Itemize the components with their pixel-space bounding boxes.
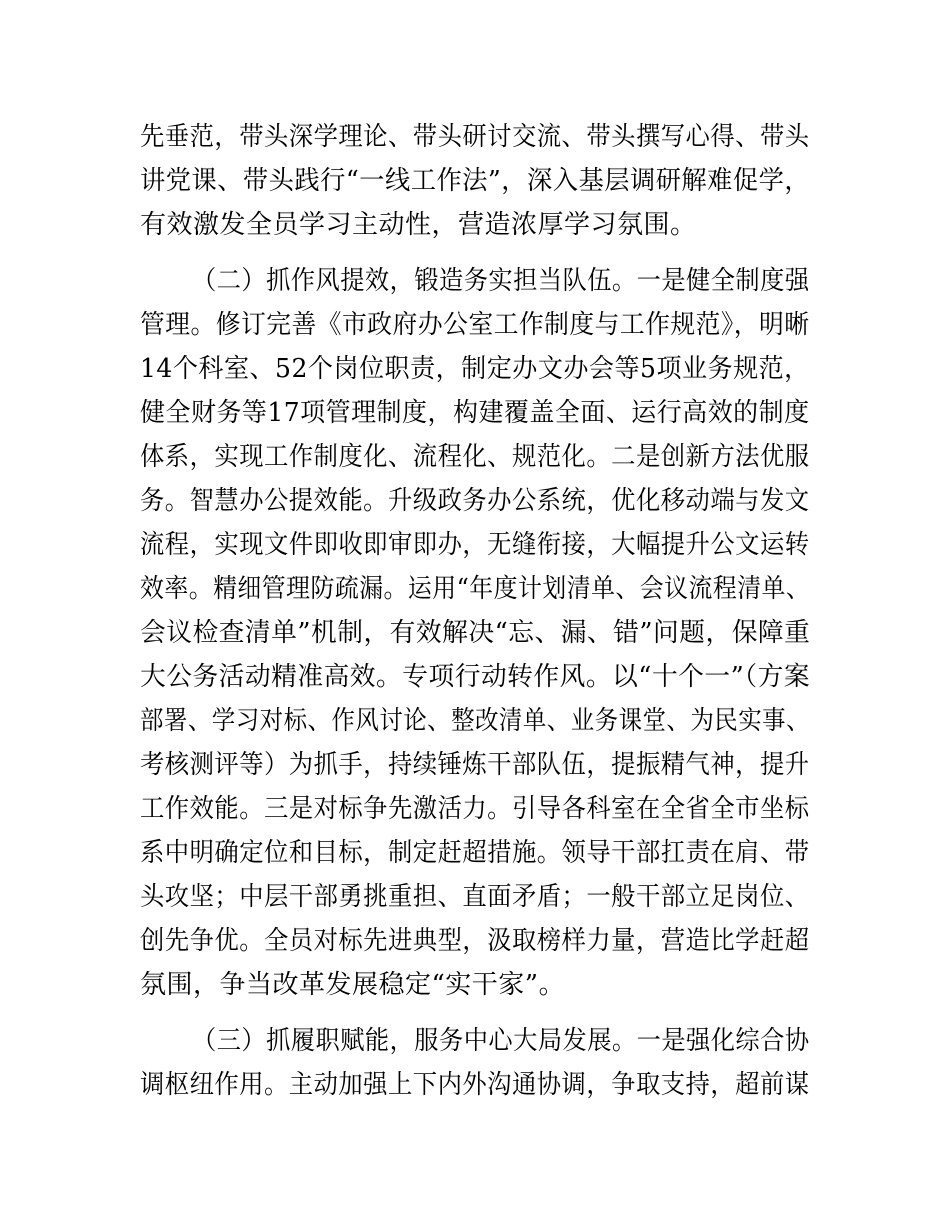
text-line: 管理。修订完善《市政府办公室工作制度与工作规范》，明晰 bbox=[140, 310, 810, 340]
text-line: 有效激发全员学习主动性，营造浓厚学习氛围。 bbox=[140, 210, 697, 240]
text-line: 大公务活动精准高效。专项行动转作风。以“十个一”（方案 bbox=[140, 662, 811, 692]
text-line: （三）抓履职赋能，服务中心大局发展。一是强化综合协 bbox=[192, 1026, 810, 1056]
text-line: 讲党课、带头践行“一线工作法”，深入基层调研解难促学， bbox=[140, 166, 811, 196]
text-line: 头攻坚；中层干部勇挑重担、直面矛盾；一般干部立足岗位、 bbox=[140, 882, 810, 912]
text-line: 工作效能。三是对标争先激活力。引导各科室在全省全市坐标 bbox=[140, 794, 810, 824]
text-line: 14个科室、52个岗位职责，制定办文办会等5项业务规范， bbox=[140, 354, 810, 384]
text-line: 创先争优。全员对标先进典型，汲取榜样力量，营造比学赶超 bbox=[140, 926, 810, 956]
text-line: 务。智慧办公提效能。升级政务办公系统，优化移动端与发文 bbox=[140, 486, 810, 516]
text-line: （二）抓作风提效，锻造务实担当队伍。一是健全制度强 bbox=[192, 266, 810, 296]
text-line: 效率。精细管理防疏漏。运用“年度计划清单、会议流程清单、 bbox=[140, 574, 811, 604]
text-line: 体系，实现工作制度化、流程化、规范化。二是创新方法优服 bbox=[140, 442, 810, 472]
text-line: 流程，实现文件即收即审即办，无缝衔接，大幅提升公文运转 bbox=[140, 530, 810, 560]
text-line: 先垂范，带头深学理论、带头研讨交流、带头撰写心得、带头 bbox=[140, 122, 810, 152]
text-line: 健全财务等17项管理制度，构建覆盖全面、运行高效的制度 bbox=[140, 398, 810, 428]
text-line: 系中明确定位和目标，制定赶超措施。领导干部扛责在肩、带 bbox=[140, 838, 810, 868]
text-line: 调枢纽作用。主动加强上下内外沟通协调，争取支持，超前谋 bbox=[140, 1070, 810, 1100]
text-line: 考核测评等）为抓手，持续锤炼干部队伍，提振精气神，提升 bbox=[140, 750, 810, 780]
text-line: 部署、学习对标、作风讨论、整改清单、业务课堂、为民实事、 bbox=[140, 706, 811, 736]
text-line: 会议检查清单”机制，有效解决“忘、漏、错”问题，保障重 bbox=[140, 618, 811, 648]
text-line: 氛围，争当改革发展稳定“实干家”。 bbox=[140, 970, 566, 1000]
